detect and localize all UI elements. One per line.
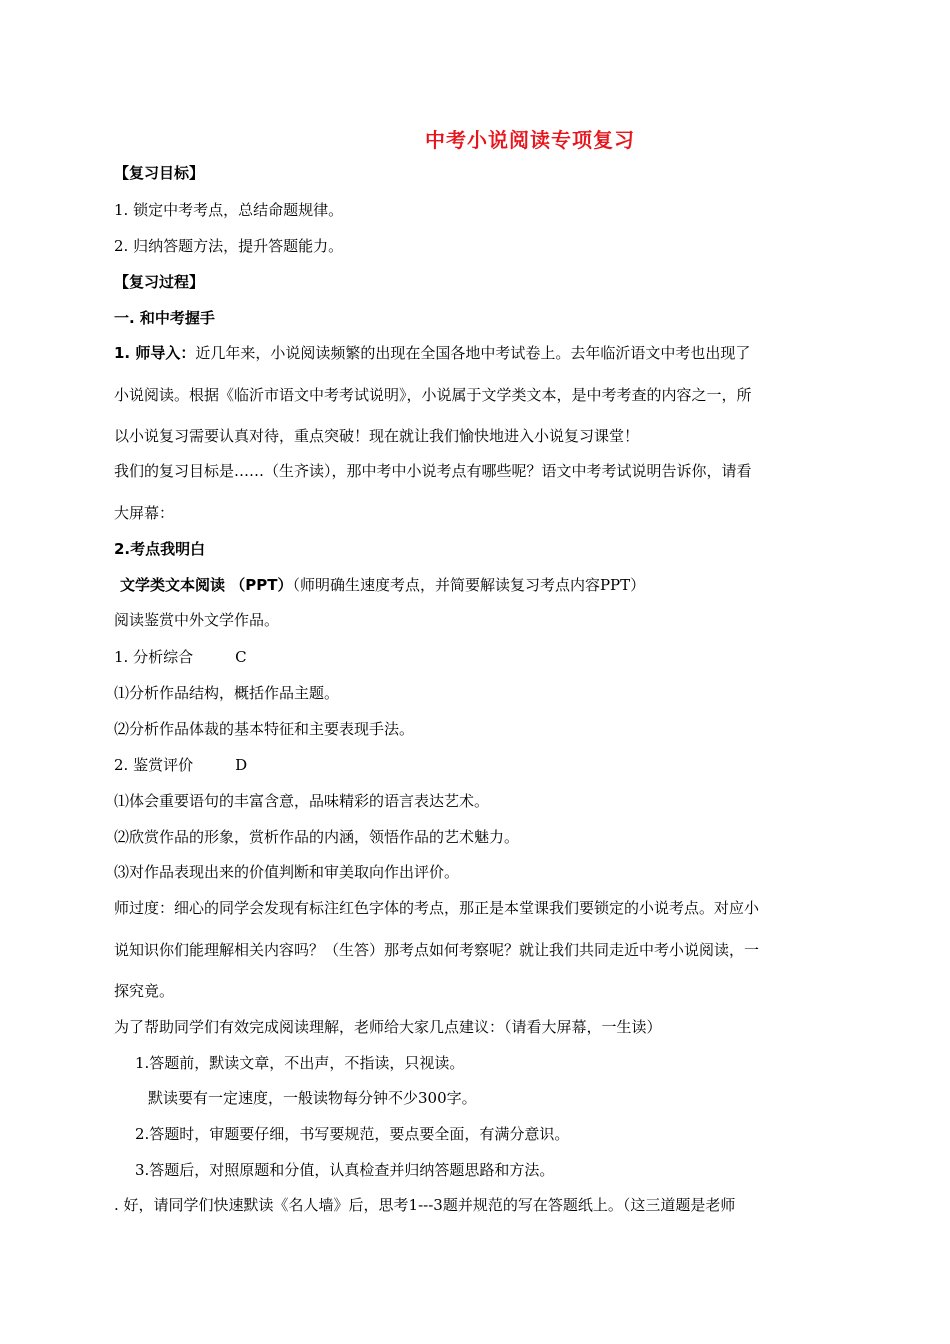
analysis-line	[114, 646, 844, 668]
goal-line-1: 我们的复习目标是……（生齐读），那中考中小说考点有哪些呢？语文中考考试说明告诉你，请看	[114, 462, 752, 480]
intro-line-1	[114, 342, 844, 364]
tip-3: 3.答题后，对照原题和分值，认真检查并归纳答题思路和方法。	[135, 1161, 555, 1179]
eval-line	[114, 754, 844, 776]
transition-line-3: 探究竟。	[114, 982, 175, 1000]
eval-item-3: ⑶对作品表现出来的价值判断和审美取向作出评价。	[114, 863, 460, 881]
lit-label: 文学类文本阅读 （PPT）	[120, 576, 293, 594]
section-1-heading: 一. 和中考握手	[114, 309, 215, 327]
goal-item-1: 1. 锁定中考考点，总结命题规律。	[114, 201, 344, 219]
tip-1-note: 默读要有一定速度，一般读物每分钟不少300字。	[148, 1089, 477, 1107]
intro-line-2: 小说阅读。根据《临沂市语文中考考试说明》，小说属于文学类文本，是中考考查的内容之一，所	[114, 386, 752, 404]
lit-note: （师明确生速度考点，并简要解读复习考点内容PPT）	[292, 576, 646, 594]
page-title: 中考小说阅读专项复习	[425, 128, 635, 152]
advice-line: 为了帮助同学们有效完成阅读理解，老师给大家几点建议：（请看大屏幕，一生读）	[114, 1018, 662, 1036]
eval-label: 2. 鉴赏评价	[114, 756, 194, 774]
intro-text-1: 近几年来，小说阅读频繁的出现在全国各地中考试卷上。去年临沂语文中考也出现了	[195, 344, 751, 362]
transition-line-1: 师过度：细心的同学会发现有标注红色字体的考点，那正是本堂课我们要锁定的小说考点。对应小	[114, 899, 760, 917]
analysis-level: C	[235, 648, 247, 666]
eval-level: D	[235, 756, 248, 774]
goal-line-2: 大屏幕：	[114, 504, 175, 522]
final-line: . 好，请同学们快速默读《名人墙》后，思考1---3题并规范的写在答题纸上。（这三道题是老师	[114, 1196, 736, 1214]
process-heading: 【复习过程】	[114, 273, 205, 291]
goals-heading: 【复习目标】	[114, 164, 205, 182]
tip-2: 2.答题时，审题要仔细，书写要规范，要点要全面，有满分意识。	[135, 1125, 570, 1143]
goal-item-2: 2. 归纳答题方法，提升答题能力。	[114, 237, 344, 255]
tip-1: 1.答题前，默读文章，不出声，不指读，只视读。	[135, 1054, 465, 1072]
analysis-item-1: ⑴分析作品结构，概括作品主题。	[114, 684, 340, 702]
appreciate-line: 阅读鉴赏中外文学作品。	[114, 611, 280, 629]
intro-line-3: 以小说复习需要认真对待，重点突破！现在就让我们愉快地进入小说复习课堂！	[114, 427, 640, 445]
lit-text-line	[120, 574, 850, 596]
analysis-label: 1. 分析综合	[114, 648, 194, 666]
section-2-heading: 2.考点我明白	[114, 540, 206, 558]
eval-item-1: ⑴体会重要语句的丰富含意，品味精彩的语言表达艺术。	[114, 792, 490, 810]
eval-item-2: ⑵欣赏作品的形象，赏析作品的内涵，领悟作品的艺术魅力。	[114, 828, 520, 846]
analysis-item-2: ⑵分析作品体裁的基本特征和主要表现手法。	[114, 720, 415, 738]
intro-label: 1. 师导入：	[114, 344, 196, 362]
transition-line-2: 说知识你们能理解相关内容吗？（生答）那考点如何考察呢？就让我们共同走近中考小说阅读，一	[114, 941, 760, 959]
